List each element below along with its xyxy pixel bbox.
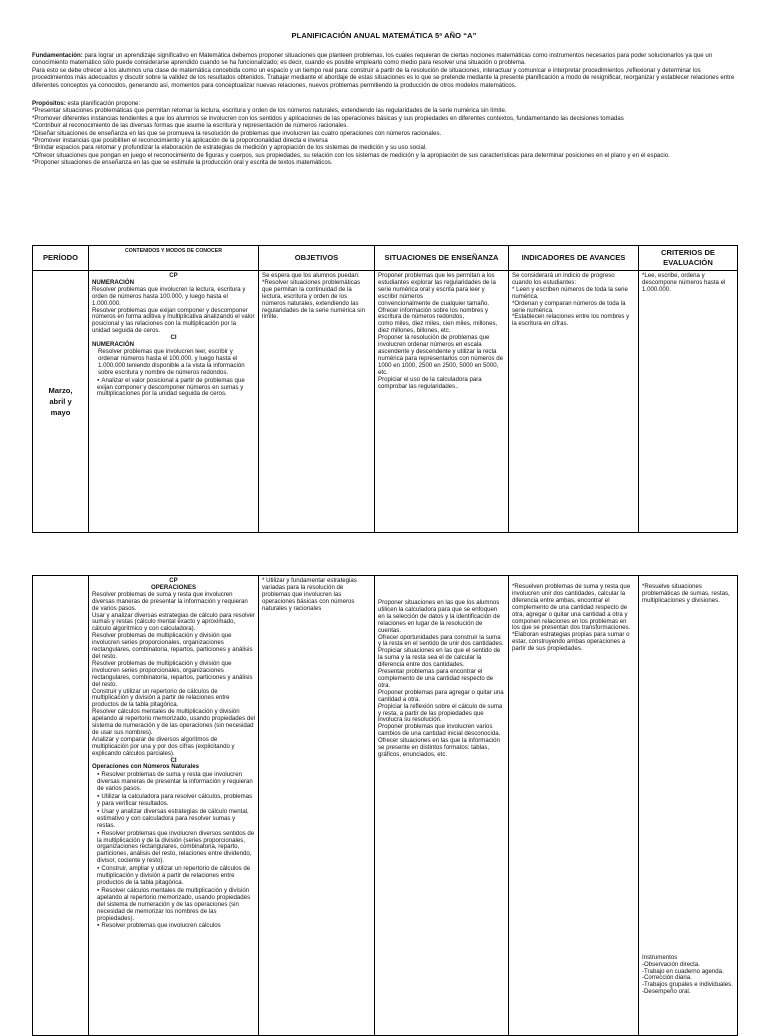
proposito-item: *Ofrecer situaciones que pongan en juego el reconocimiento de figuras y cuerpos, sus propiedades, su relación con los sistemas de medición y la apropiación de sus características para determinar posiciones en el plano y en el espacio. (32, 151, 670, 159)
header-criterios: CRITERIOS DE EVALUACIÓN (639, 246, 738, 271)
ci-heading: Operaciones con Números Naturales (92, 763, 200, 771)
period-cell: Marzo, abril y mayo (33, 271, 89, 533)
ci-bullet: ● Analizar el valor posicional a partir de problemas que exijan componer y descomponer números en sumas y multiplicaciones por la unidad seguida de ceros. (92, 377, 255, 399)
contenidos-cell (89, 576, 259, 1036)
fundamentacion-label: Fundamentación: (32, 52, 83, 59)
planning-table-2 (32, 575, 738, 1036)
situaciones-cell: Proponer situaciones en las que los alumnos utilicen la calculadora para que se enfoquen en la selección de datos y la identificación de relaciones en lugar de la resolución de cuentas. Ofrecer oportunidades para construir la suma y la resta en el sentido de unir dos cantidades. Propiciar situaciones en las que el sentido de la suma y la resta sea el de calcular la diferencia entre dos cantidades. Presentar problemas para encontrar el complemento de una cantidad respecto de otra. Proponer problemas para agregar o quitar una cantidad a otra. Propiciar la reflexión sobre el cálculo de suma y resta, a partir de las propiedades que involucra su resolución. Proponer problemas que involucren varios cambios de una cantidad inicial desconocida. Ofrecer situaciones en las que la información se presente en distintos formatos: tablas, gráficos, enunciados, etc. (375, 576, 509, 1036)
header-objetivos: OBJETIVOS (259, 246, 375, 271)
header-situaciones: SITUACIONES DE ENSEÑANZA (375, 246, 509, 271)
table-row (33, 271, 738, 533)
proposito-item: *Brindar espacios para retomar y profundizar la elaboración de estrategias de medición y apropiación de los sistemas de medición y su uso social. (32, 144, 427, 152)
propositos-label: Propósitos: (32, 100, 66, 108)
intro-section (32, 52, 737, 167)
proposito-item: *Promover diferentes instancias tendientes a que los alumnos se involucren con los sentidos y aplicaciones de las operaciones básicas y sus propiedades en diferentes contextos, fundamentando las decisiones tomadas (32, 114, 624, 122)
cp-text: Resolver problemas de suma y resta que involucren diversas maneras de presentar la información y requieran de varios pasos. Usar y analizar diversas estrategias de cálculo para resolver sumas y restas (cálculo mental exacto y aproximado, cálculo algorítmico y con calculadora). Resolver problemas de multiplicación y división que involucren series proporcionales, organizaciones rectangulares, combinatoria, repartos, particiones y análisis del resto. Resolver problemas de multiplicación y división que involucren series proporcionales, organizaciones rectangulares, combinatoria, repartos, particiones y análisis del resto. Construir y utilizar un repertorio de cálculos de multiplicación y división a partir de relaciones entre productos de la tabla pitagórica. Resolver cálculos mentales de multiplicación y división apelando al repertorio memorizado, usando propiedades del sistema de numeración y de las operaciones (sin necesidad de usar sus nombres). Analizar y comparar de diversos algoritmos de multiplicación por una y por dos cifras (explicitando y explicando cálculos parciales). (92, 590, 255, 757)
table-row (33, 576, 738, 1036)
fundamentacion-paragraph (32, 52, 737, 67)
ci-bullet: ● Resolver problemas que involucren diversos sentidos de la multiplicación y de la división (series proporcionales, organizaciones rectangulares, combinatoria, reparto, particiones, análisis del resto, relaciones entre dividendo, divisor, cociente y resto). (92, 830, 255, 866)
criterios-cell (639, 576, 738, 1036)
fundamentacion-text: para lograr un aprendizaje significativo en Matemática debemos proponer situaciones que planteen problemas, los cuales requieran de ciertas nociones matemáticas como instrumentos necesarios para poder solucionarlos ya que un conocimiento matemático sólo puede considerarse aprendido cuando se ha funcionalizado; es decir, cuando es posible emplearlo como medio para resolver una situación o problema. (32, 52, 713, 67)
header-periodo: PERÍODO (33, 246, 89, 271)
cp-label: CP (169, 272, 178, 279)
ci-text: Resolver problemas que involucren leer, escribir y ordenar números hasta el 100.000, y luego hasta el 1.000.000 teniendo disponible a la vista la información sobre escritura y nombre de números redondos. (98, 347, 245, 376)
proposito-item: *Promover instancias que posibiliten el reconocimiento y la aplicación de la proporcionalidad directa e inversa (32, 137, 328, 145)
ci-bullet: ● Resolver problemas que involucren cálculos (92, 922, 255, 930)
header-contenidos: CONTENIDOS Y MODOS DE CONOCER (89, 246, 259, 271)
ci-label: CI (170, 334, 177, 342)
proposito-item: *Proponer situaciones de enseñanza en las que se estimule la producción oral y escrita de textos matemáticos. (32, 159, 333, 167)
planning-table-1 (32, 245, 738, 533)
criterios-text: *Resuelve situaciones problemáticas de sumas, restas, multiplicaciones y divisiones. (642, 583, 730, 604)
objetivos-cell: * Utilizar y fundamentar estrategias variadas para la resolución de problemas que involucren las operaciones básicas con números naturales y racionales (259, 576, 375, 1036)
objetivos-cell: Se espera que los alumnos puedan: *Resolver situaciones problemáticas que permitan la continuidad de la lectura, escritura y orden de los números naturales, extendiendo las regularidades de la serie numérica sin límite. (259, 271, 375, 533)
ci-bullet: ● Usar y analizar diversas estrategias de cálculo mental, estimativo y con calculadora para resolver sumas y restas. (92, 808, 255, 830)
contenidos-cell (89, 271, 259, 533)
situaciones-cell: Proponer problemas que les permitan a los estudiantes explorar las regularidades de la serie numérica oral y escrita para leer y escribir números convencionalmente de cualquier tamaño. Ofrecer información sobre los nombres y escritura de números redondos, como miles, diez miles, cien miles, millones, diez millones, billones, etc. Proponer la resolución de problemas que involucren ordenar números en escala ascendente y descendente y utilizar la recta numérica para representarlos con números de 1000 en 1000, 2500 en 2500, 5000 en 5000, etc. Propiciar el uso de la calculadora para comprobar las regularidades.. (375, 271, 509, 533)
fundamentacion-paragraph-2: Para esto se debe ofrecer a los alumnos una clase de matemática concebida como un espacio y un tiempo real para: construir a partir de la resolución de situaciones, interactuar y comunicar e interpretar procedimientos ,reflexionar y determinar los procedimientos más adecuados y discutir sobre la validez de los resultados obtenidos. Trabajar mediante el abordaje de estas situaciones es lo que se pretende mediante la presente planificación a modo de resignificar, reorganizar y establecer relaciones entre diferentes conceptos ya conocidos, generando así, momentos para conceptualizar nuevas relaciones, nuevos problemas permitiendo la producción de otros modelos matemáticos. (32, 66, 735, 89)
ci-bullet: ● Resolver cálculos mentales de multiplicación y división apelando al repertorio memorizado, usando propiedades del sistema de numeración y de las operaciones (sin necesidad de memorizar los nombres de las propiedades). (92, 887, 255, 923)
table-header-row (33, 246, 738, 271)
ci-label: CI (170, 756, 177, 764)
instrumentos-text: Instrumentos -Observación directa. -Trabajo en cuaderno agenda. -Corrección diaria. -Trabajos grupales e individuales. -Desempeño oral. (642, 953, 733, 996)
period-cell (33, 576, 89, 1036)
cp-text: Resolver problemas que involucren la lectura, escritura y orden de números hasta 100.000, y luego hasta el 1.000.000. Resolver problemas que exijan componer y descomponer números en forma aditiva y multiplicativa analizando el valor posicional y las relaciones con la multiplicación por la unidad seguida de ceros. (92, 285, 255, 335)
proposito-item: *Presentar situaciones problemáticas que permitan retomar la lectura, escritura y orden de los números naturales, extendiendo las regularidades de la serie numérica sin límite. (32, 107, 507, 115)
criterios-cell: *Lee, escribe, ordena y descompone números hasta el 1.000.000. (639, 271, 738, 533)
numeracion-heading: NUMERACIÓN (92, 278, 134, 286)
propositos-paragraph (32, 100, 737, 107)
indicadores-cell: Se considerará un indicio de progreso cuando los estudiantes: * Leen y escriben números de toda la serie numérica. *Ordenan y comparan números de toda la serie numérica. *Establecen relaciones entre los nombres y la escritura en cifras. (509, 271, 639, 533)
header-indicadores: INDICADORES DE AVANCES (509, 246, 639, 271)
proposito-item: *Contribuir al reconocimiento de las diversas formas que asume la escritura y representación de números racionales. (32, 122, 349, 130)
indicadores-cell: *Resuelven problemas de suma y resta que involucren unir dos cantidades, calcular la diferencia entre ambas, encontrar el complemento de una cantidad respecto de otra, agregar o quitar una cantidad a otra y componen relaciones en los problemas en los que se presentan dos transformaciones. *Elaboran estrategias propias para sumar o estar, construyendo ambas operaciones a partir de sus propiedades. (509, 576, 639, 1036)
ci-bullet: ● Resolver problemas de suma y resta que involucren diversas maneras de presentar la información y requieran de varios pasos. (92, 771, 255, 793)
propositos-intro: esta planificación propone: (65, 100, 141, 108)
operaciones-heading: OPERACIONES (150, 583, 197, 591)
document-title: PLANIFICACIÓN ANUAL MATEMÁTICA 5ª AÑO “A” (291, 31, 477, 40)
cp-label: CP (169, 577, 178, 584)
numeracion-heading: NUMERACIÓN (92, 341, 134, 349)
proposito-item: *Diseñar situaciones de enseñanza en las que se promueva la resolución de problemas que involucren las cuatro operaciones con números racionales. (32, 129, 442, 137)
ci-bullet: ● Construir, ampliar y utilizar un repertorio de cálculos de multiplicación y división a partir de relaciones entre productos de la tabla pitagórica. (92, 865, 255, 887)
ci-bullet: ● Utilizar la calculadora para resolver cálculos, problemas y para verificar resultados. (92, 793, 255, 808)
